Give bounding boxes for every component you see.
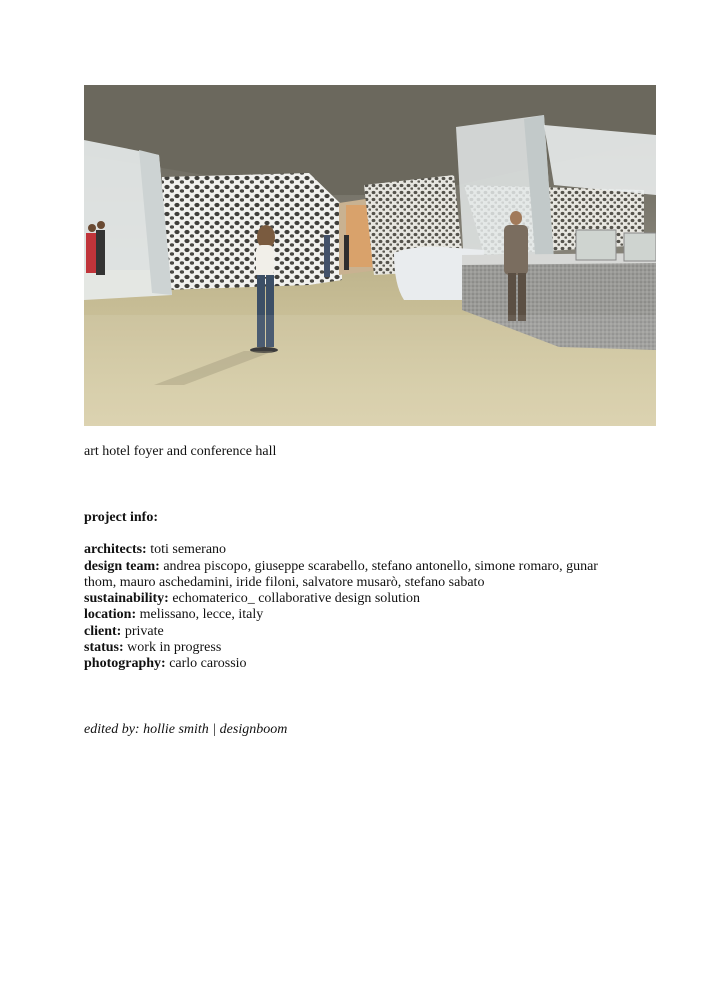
foyer-illustration [84,85,656,426]
info-label: photography: [84,656,166,672]
hotel-foyer-rendering [84,85,656,426]
info-row-sustainability [84,591,629,607]
info-label: location: [84,607,137,623]
project-info [84,510,629,673]
image-caption: art hotel foyer and conference hall [84,444,277,459]
info-value: toti semerano [150,542,227,558]
info-label: sustainability: [84,591,169,607]
info-row-photography [84,656,629,672]
editor-credit: edited by: hollie smith | designboom [84,722,288,737]
info-row-design-team [84,559,629,592]
info-value: carlo carossio [169,656,247,672]
info-label: client: [84,623,122,639]
info-row-status [84,640,629,656]
info-row-architects [84,542,629,558]
info-label: status: [84,640,124,656]
info-value: andrea piscopo, giuseppe scarabello, stefano antonello, simone romaro, gunar thom, mauro aschedamini, iride filoni, salvatore musarò, stefano sabato [84,558,598,590]
info-value: echomaterico_ collaborative design solution [172,591,420,607]
project-info-heading: project info: [84,510,158,525]
info-row-client [84,624,629,640]
info-row-location [84,607,629,623]
info-label: design team: [84,558,160,574]
info-value: work in progress [127,640,222,656]
info-value: melissano, lecce, italy [139,607,264,623]
info-label: architects: [84,542,147,558]
info-value: private [124,623,164,639]
